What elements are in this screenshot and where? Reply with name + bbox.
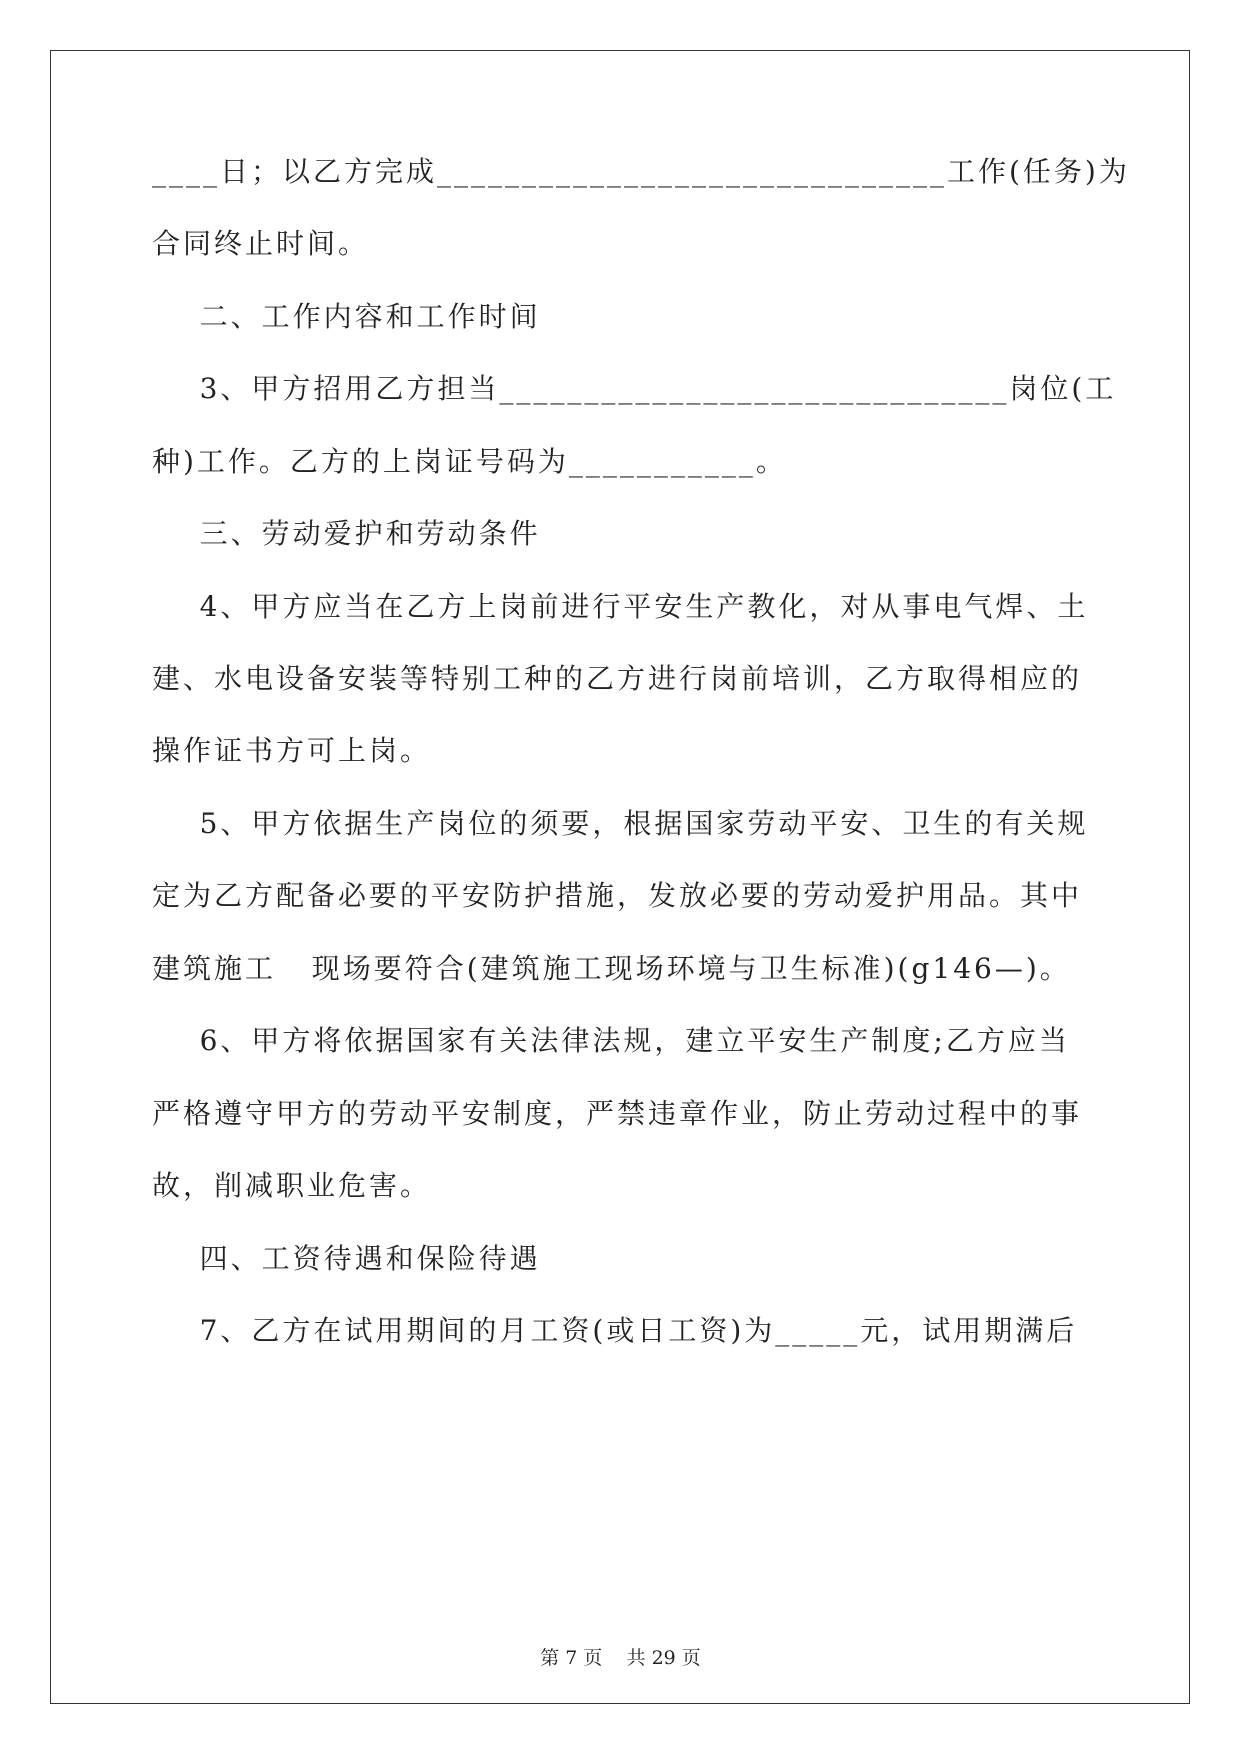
text-line: 4、甲方应当在乙方上岗前进行平安生产教化，对从事电气焊、土 <box>152 590 1089 623</box>
text-line: 建、水电设备安装等特别工种的乙方进行岗前培训，乙方取得相应的 <box>152 662 1083 695</box>
text-line: 故，削减职业危害。 <box>152 1169 432 1202</box>
text-line: 严格遵守甲方的劳动平安制度，严禁违章作业，防止劳动过程中的事 <box>152 1097 1083 1130</box>
text-line: 定为乙方配备必要的平安防护措施，发放必要的劳动爱护用品。其中 <box>152 879 1083 912</box>
text-line: 3、甲方招用乙方担当______________________________岗位(工 <box>152 372 1117 405</box>
text-line: 7、乙方在试用期间的月工资(或日工资)为_____元，试用期满后 <box>152 1314 1078 1347</box>
section-heading: 二、工作内容和工作时间 <box>152 300 541 333</box>
text-line: 种)工作。乙方的上岗证号码为___________。 <box>152 445 787 478</box>
text-line: 建筑施工 现场要符合(建筑施工现场环境与卫生标准)(g146—)。 <box>152 952 1071 985</box>
text-line: 合同终止时间。 <box>152 227 370 260</box>
page-number: 第 7 页 共 29 页 <box>540 1647 701 1669</box>
text-line: ____日；以乙方完成______________________________工作(任务)为 <box>152 155 1130 188</box>
text-line: 6、甲方将依据国家有关法律法规，建立平安生产制度;乙方应当 <box>152 1024 1070 1057</box>
text-line: 5、甲方依据生产岗位的须要，根据国家劳动平安、卫生的有关规 <box>152 807 1089 840</box>
section-heading: 四、工资待遇和保险待遇 <box>152 1242 541 1275</box>
section-heading: 三、劳动爱护和劳动条件 <box>152 517 541 550</box>
text-line: 操作证书方可上岗。 <box>152 734 432 767</box>
